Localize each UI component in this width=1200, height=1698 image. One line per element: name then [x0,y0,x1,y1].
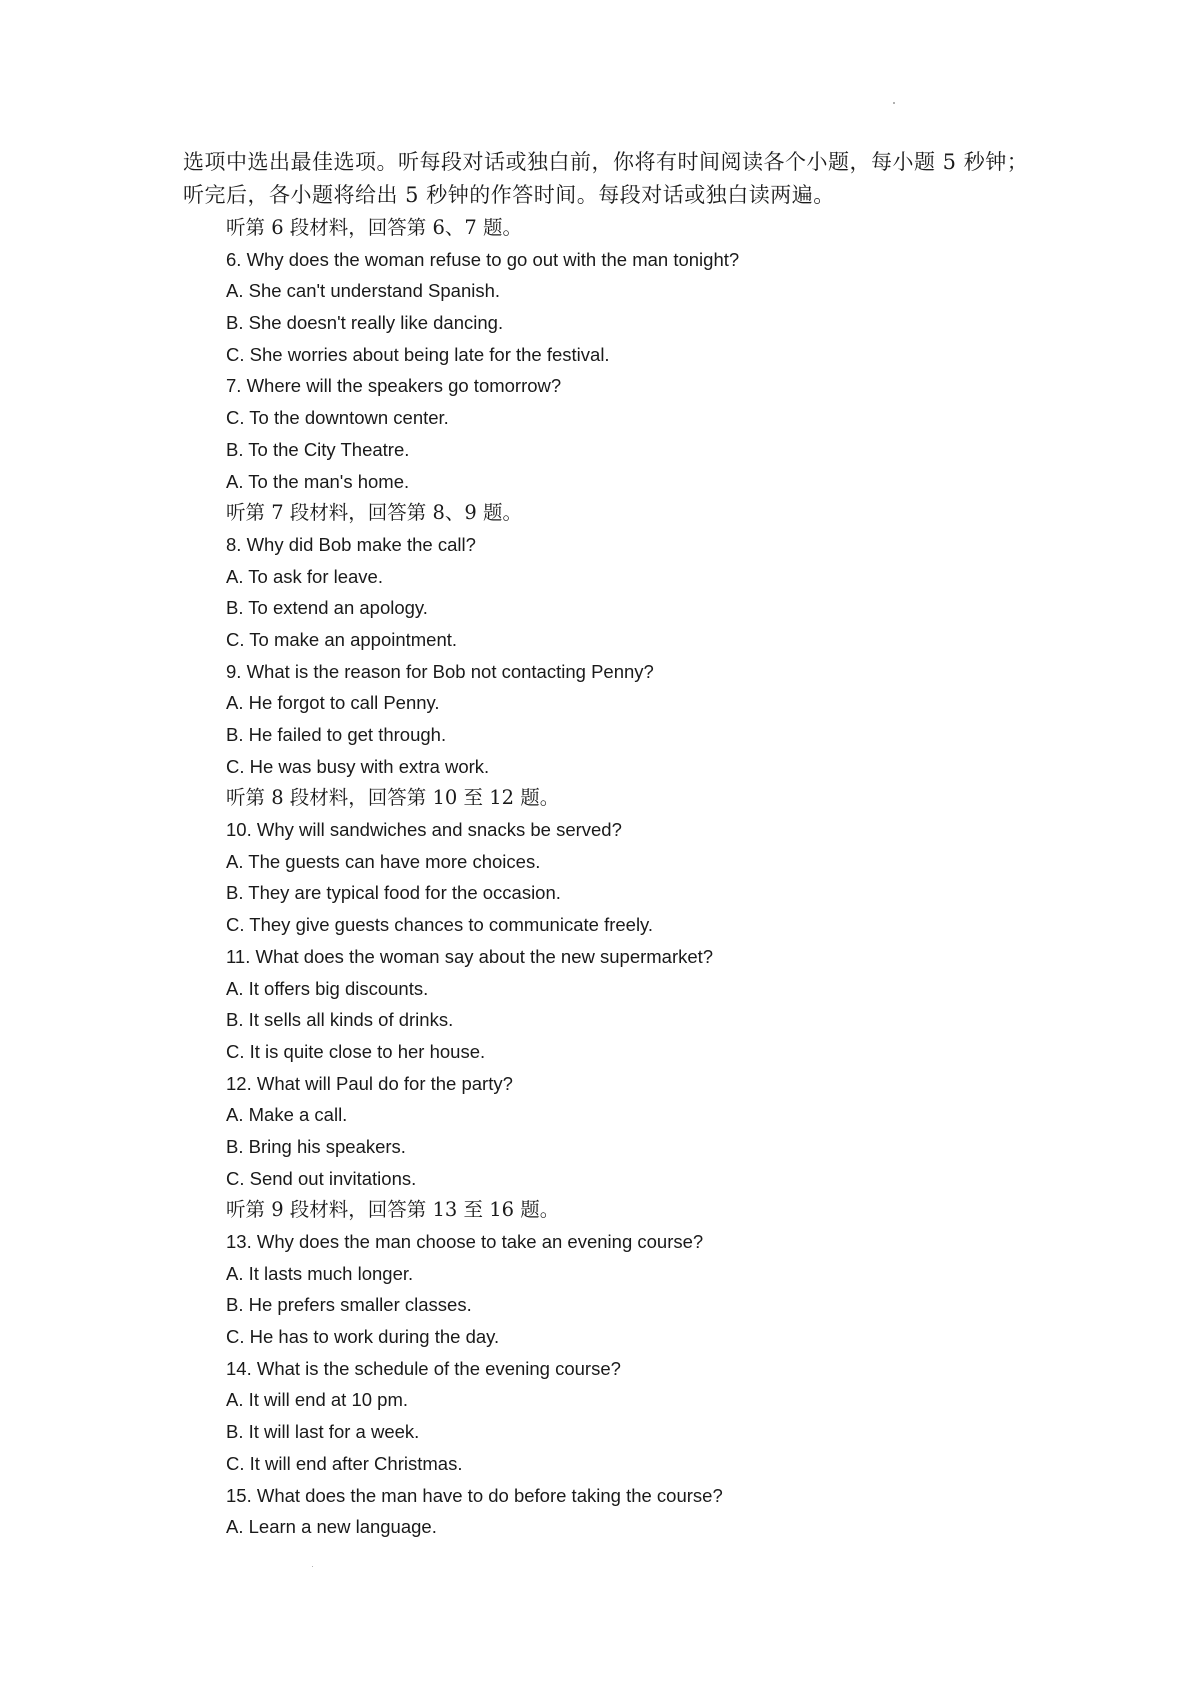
section-heading: 听第 9 段材料，回答第 13 至 16 题。 [226,1198,560,1222]
answer-option: B. He prefers smaller classes. [226,1294,472,1316]
section-heading: 听第 8 段材料，回答第 10 至 12 题。 [226,786,560,810]
instructions-paragraph: 选项中选出最佳选项。听每段对话或独白前，你将有时间阅读各个小题，每小题 5 秒钟；听完后，各小题将给出 5 秒钟的作答时间。每段对话或独白读两遍。 [183,150,1029,207]
question-text: 14. What is the schedule of the evening course? [226,1357,621,1379]
answer-option: A. To ask for leave. [226,565,383,587]
answer-option: C. To make an appointment. [226,628,458,650]
answer-option: A. To the man's home. [226,470,410,492]
answer-option: C. To the downtown center. [226,407,449,429]
answer-option: B. It sells all kinds of drinks. [226,1009,454,1031]
question-text: 13. Why does the man choose to take an evening course? [226,1231,704,1252]
answer-option: A. It offers big discounts. [226,977,429,999]
answer-option: A. It lasts much longer. [226,1262,414,1284]
question-list [226,212,1026,1543]
answer-option: B. She doesn't really like dancing. [226,312,504,334]
answer-option: B. He failed to get through. [226,724,447,745]
answer-option: B. To extend an apology. [226,597,428,619]
question-text: 10. Why will sandwiches and snacks be served? [226,819,622,841]
question-text: 8. Why did Bob make the call? [226,533,476,555]
scan-speck [312,1566,313,1567]
question-text: 15. What does the man have to do before taking the course? [226,1484,723,1506]
answer-option: C. Send out invitations. [226,1167,417,1189]
answer-option: A. Learn a new language. [226,1516,437,1538]
question-text: 11. What does the woman say about the new supermarket? [226,945,714,967]
question-text: 6. Why does the woman refuse to go out with the man tonight? [226,248,740,270]
section-heading: 听第 6 段材料，回答第 6、7 题。 [226,216,523,239]
answer-option: B. To the City Theatre. [226,438,410,460]
section-heading: 听第 7 段材料，回答第 8、9 题。 [226,501,523,525]
answer-option: C. She worries about being late for the festival. [226,343,610,365]
question-text: 12. What will Paul do for the party? [226,1072,513,1094]
answer-option: C. It will end after Christmas. [226,1452,463,1474]
answer-option: C. He was busy with extra work. [226,755,490,777]
answer-option: A. The guests can have more choices. [226,850,541,872]
question-text: 7. Where will the speakers go tomorrow? [226,375,562,397]
answer-option: A. She can't understand Spanish. [226,280,501,302]
answer-option: B. It will last for a week. [226,1421,420,1443]
question-text: 9. What is the reason for Bob not contacting Penny? [226,660,654,682]
answer-option: C. He has to work during the day. [226,1326,500,1348]
answer-option: B. Bring his speakers. [226,1135,406,1157]
answer-option: C. It is quite close to her house. [226,1040,486,1062]
answer-option: A. Make a call. [226,1104,348,1126]
scan-speck [893,102,895,104]
answer-option: A. It will end at 10 pm. [226,1389,409,1411]
answer-option: B. They are typical food for the occasion. [226,882,561,904]
answer-option: C. They give guests chances to communicate freely. [226,914,654,936]
answer-option: A. He forgot to call Penny. [226,692,440,714]
